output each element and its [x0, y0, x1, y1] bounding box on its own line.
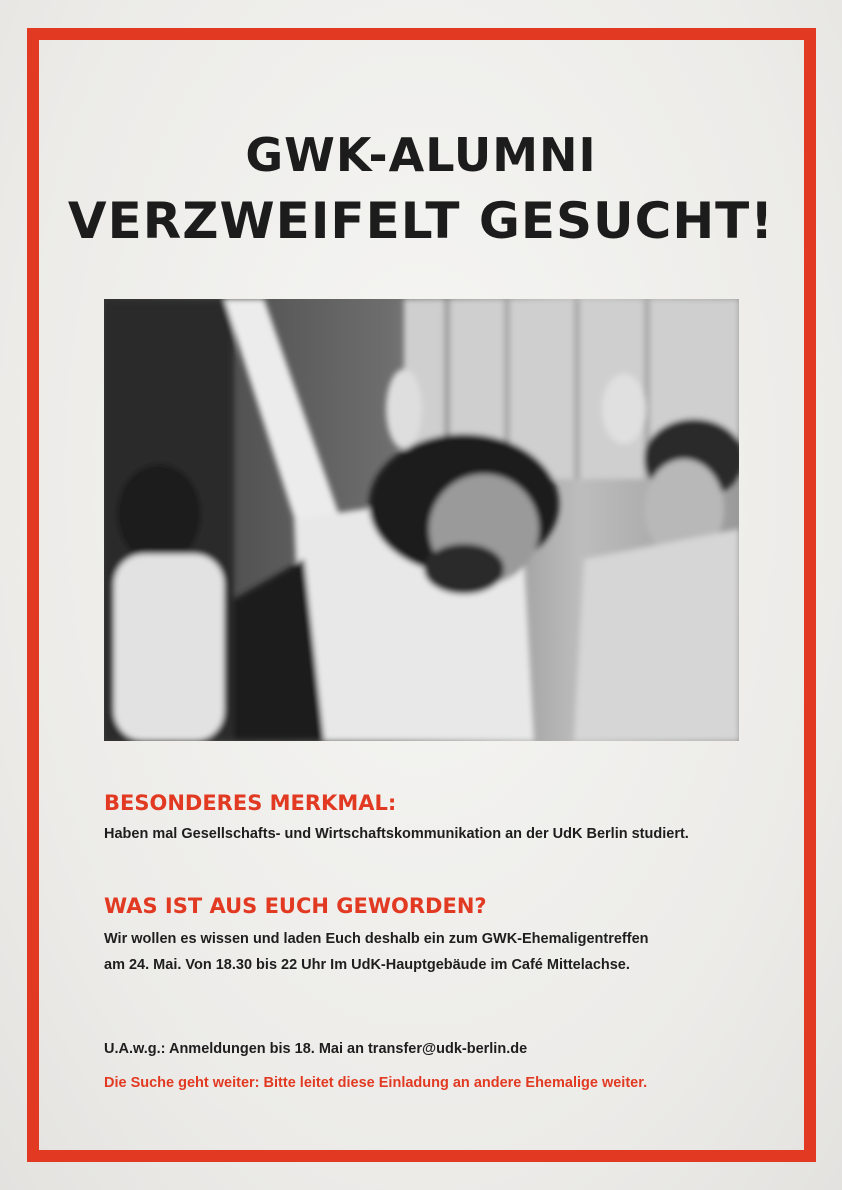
- invitation-text-line-2: am 24. Mai. Von 18.30 bis 22 Uhr Im UdK-Hauptgebäude im Café Mittelachse.: [104, 957, 630, 973]
- poster-title-line-2: VERZWEIFELT GESUCHT!: [67, 192, 775, 250]
- section-heading-merkmal: BESONDERES MERKMAL:: [104, 791, 397, 815]
- section-text-merkmal: Haben mal Gesellschafts- und Wirtschaftskommunikation an der UdK Berlin studiert.: [104, 826, 689, 842]
- party-photo-illustration: [104, 299, 739, 741]
- poster-title-line-1: GWK-ALUMNI: [245, 128, 597, 182]
- section-heading-geworden: WAS IST AUS EUCH GEWORDEN?: [104, 894, 487, 918]
- registration-text: U.A.w.g.: Anmeldungen bis 18. Mai an transfer@udk-berlin.de: [104, 1041, 528, 1057]
- forward-note: Die Suche geht weiter: Bitte leitet diese Einladung an andere Ehemalige weiter.: [104, 1075, 648, 1091]
- party-photo: [104, 299, 739, 741]
- invitation-text-line-1: Wir wollen es wissen und laden Euch deshalb ein zum GWK-Ehemaligentreffen: [104, 931, 649, 947]
